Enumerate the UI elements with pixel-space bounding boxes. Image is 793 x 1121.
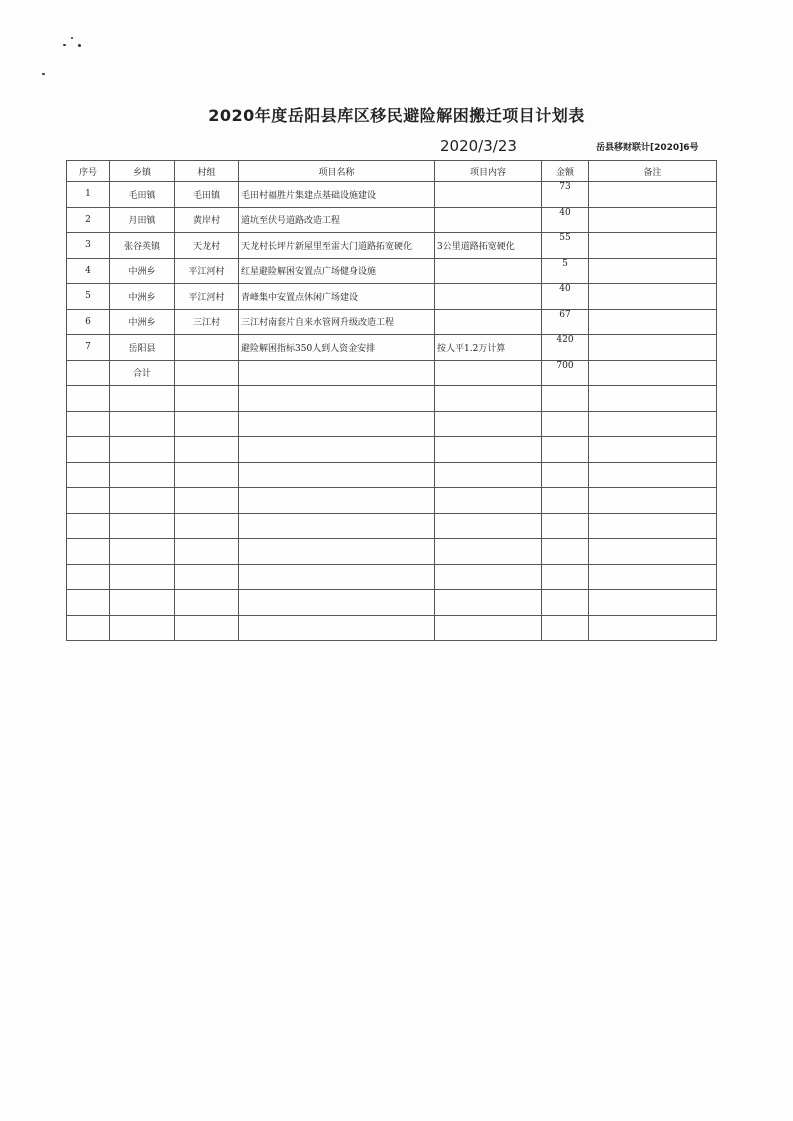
table-row bbox=[67, 258, 717, 284]
cell-content bbox=[435, 182, 542, 208]
table-row bbox=[67, 182, 717, 208]
cell-no: 1 bbox=[67, 182, 110, 208]
cell-project: 毛田村福胜片集建点基础设施建设 bbox=[239, 182, 435, 208]
header-cell-no: 序号 bbox=[67, 161, 110, 182]
total-amount: 700 bbox=[542, 360, 589, 386]
cell-project bbox=[239, 360, 435, 386]
table-row bbox=[67, 207, 717, 233]
cell-town: 毛田镇 bbox=[110, 182, 175, 208]
header-cell-village: 村组 bbox=[175, 161, 239, 182]
empty-row bbox=[67, 386, 717, 412]
empty-row bbox=[67, 564, 717, 590]
document-title: 2020年度岳阳县库区移民避险解困搬迁项目计划表 bbox=[208, 106, 585, 125]
cell-content bbox=[435, 284, 542, 310]
total-row bbox=[67, 360, 717, 386]
cell-content: 按人平1.2万计算 bbox=[435, 335, 542, 361]
table-row bbox=[67, 233, 717, 259]
cell-content bbox=[435, 360, 542, 386]
cell-note bbox=[589, 335, 717, 361]
cell-note bbox=[589, 360, 717, 386]
cell-no bbox=[67, 360, 110, 386]
cell-village: 平江河村 bbox=[175, 284, 239, 310]
cell-note bbox=[589, 284, 717, 310]
scan-speck bbox=[63, 44, 66, 46]
table-body bbox=[67, 182, 717, 641]
scan-speck bbox=[71, 37, 73, 39]
cell-amount: 67 bbox=[542, 309, 589, 335]
cell-amount: 73 bbox=[542, 182, 589, 208]
cell-project: 天龙村长坪片新屋里至雷大门道路拓宽硬化 bbox=[239, 233, 435, 259]
empty-row bbox=[67, 615, 717, 641]
cell-project: 青峰集中安置点休闲广场建设 bbox=[239, 284, 435, 310]
cell-amount: 55 bbox=[542, 233, 589, 259]
cell-town: 中洲乡 bbox=[110, 284, 175, 310]
cell-amount: 40 bbox=[542, 284, 589, 310]
cell-note bbox=[589, 182, 717, 208]
cell-amount: 420 bbox=[542, 335, 589, 361]
header-cell-project: 项目名称 bbox=[239, 161, 435, 182]
cell-no: 6 bbox=[67, 309, 110, 335]
cell-amount: 40 bbox=[542, 207, 589, 233]
empty-row bbox=[67, 539, 717, 565]
cell-amount: 5 bbox=[542, 258, 589, 284]
cell-town: 张谷英镇 bbox=[110, 233, 175, 259]
scan-speck bbox=[42, 73, 45, 75]
cell-no: 3 bbox=[67, 233, 110, 259]
cell-content bbox=[435, 258, 542, 284]
cell-town: 中洲乡 bbox=[110, 309, 175, 335]
cell-no: 2 bbox=[67, 207, 110, 233]
cell-village: 黄岸村 bbox=[175, 207, 239, 233]
header-cell-amount: 金额 bbox=[542, 161, 589, 182]
header-cell-note: 备注 bbox=[589, 161, 717, 182]
cell-village: 平江河村 bbox=[175, 258, 239, 284]
cell-no: 4 bbox=[67, 258, 110, 284]
document-number: 岳县移财联计[2020]6号 bbox=[596, 143, 699, 153]
empty-row bbox=[67, 488, 717, 514]
cell-project: 红星避险解困安置点广场健身设施 bbox=[239, 258, 435, 284]
scan-speck bbox=[78, 44, 81, 47]
cell-note bbox=[589, 233, 717, 259]
cell-village bbox=[175, 360, 239, 386]
cell-town: 中洲乡 bbox=[110, 258, 175, 284]
header-cell-town: 乡镇 bbox=[110, 161, 175, 182]
project-plan-table bbox=[66, 160, 717, 641]
table-header-row bbox=[67, 161, 717, 182]
empty-row bbox=[67, 411, 717, 437]
cell-note bbox=[589, 207, 717, 233]
table-row bbox=[67, 335, 717, 361]
cell-no: 7 bbox=[67, 335, 110, 361]
header-cell-content: 项目内容 bbox=[435, 161, 542, 182]
cell-project: 道坑至伏号道路改造工程 bbox=[239, 207, 435, 233]
cell-content bbox=[435, 207, 542, 233]
cell-no: 5 bbox=[67, 284, 110, 310]
cell-town: 月田镇 bbox=[110, 207, 175, 233]
table-row bbox=[67, 309, 717, 335]
empty-row bbox=[67, 590, 717, 616]
cell-village bbox=[175, 335, 239, 361]
empty-row bbox=[67, 462, 717, 488]
cell-town: 岳阳县 bbox=[110, 335, 175, 361]
empty-row bbox=[67, 437, 717, 463]
total-label: 合计 bbox=[110, 360, 175, 386]
cell-project: 三江村南套片自来水管网升级改造工程 bbox=[239, 309, 435, 335]
cell-village: 天龙村 bbox=[175, 233, 239, 259]
cell-village: 三江村 bbox=[175, 309, 239, 335]
table-row bbox=[67, 284, 717, 310]
cell-content: 3公里道路拓宽硬化 bbox=[435, 233, 542, 259]
cell-village: 毛田镇 bbox=[175, 182, 239, 208]
document-date: 2020/3/23 bbox=[440, 137, 517, 155]
empty-row bbox=[67, 513, 717, 539]
cell-project: 避险解困指标350人到人资金安排 bbox=[239, 335, 435, 361]
cell-content bbox=[435, 309, 542, 335]
cell-note bbox=[589, 309, 717, 335]
cell-note bbox=[589, 258, 717, 284]
